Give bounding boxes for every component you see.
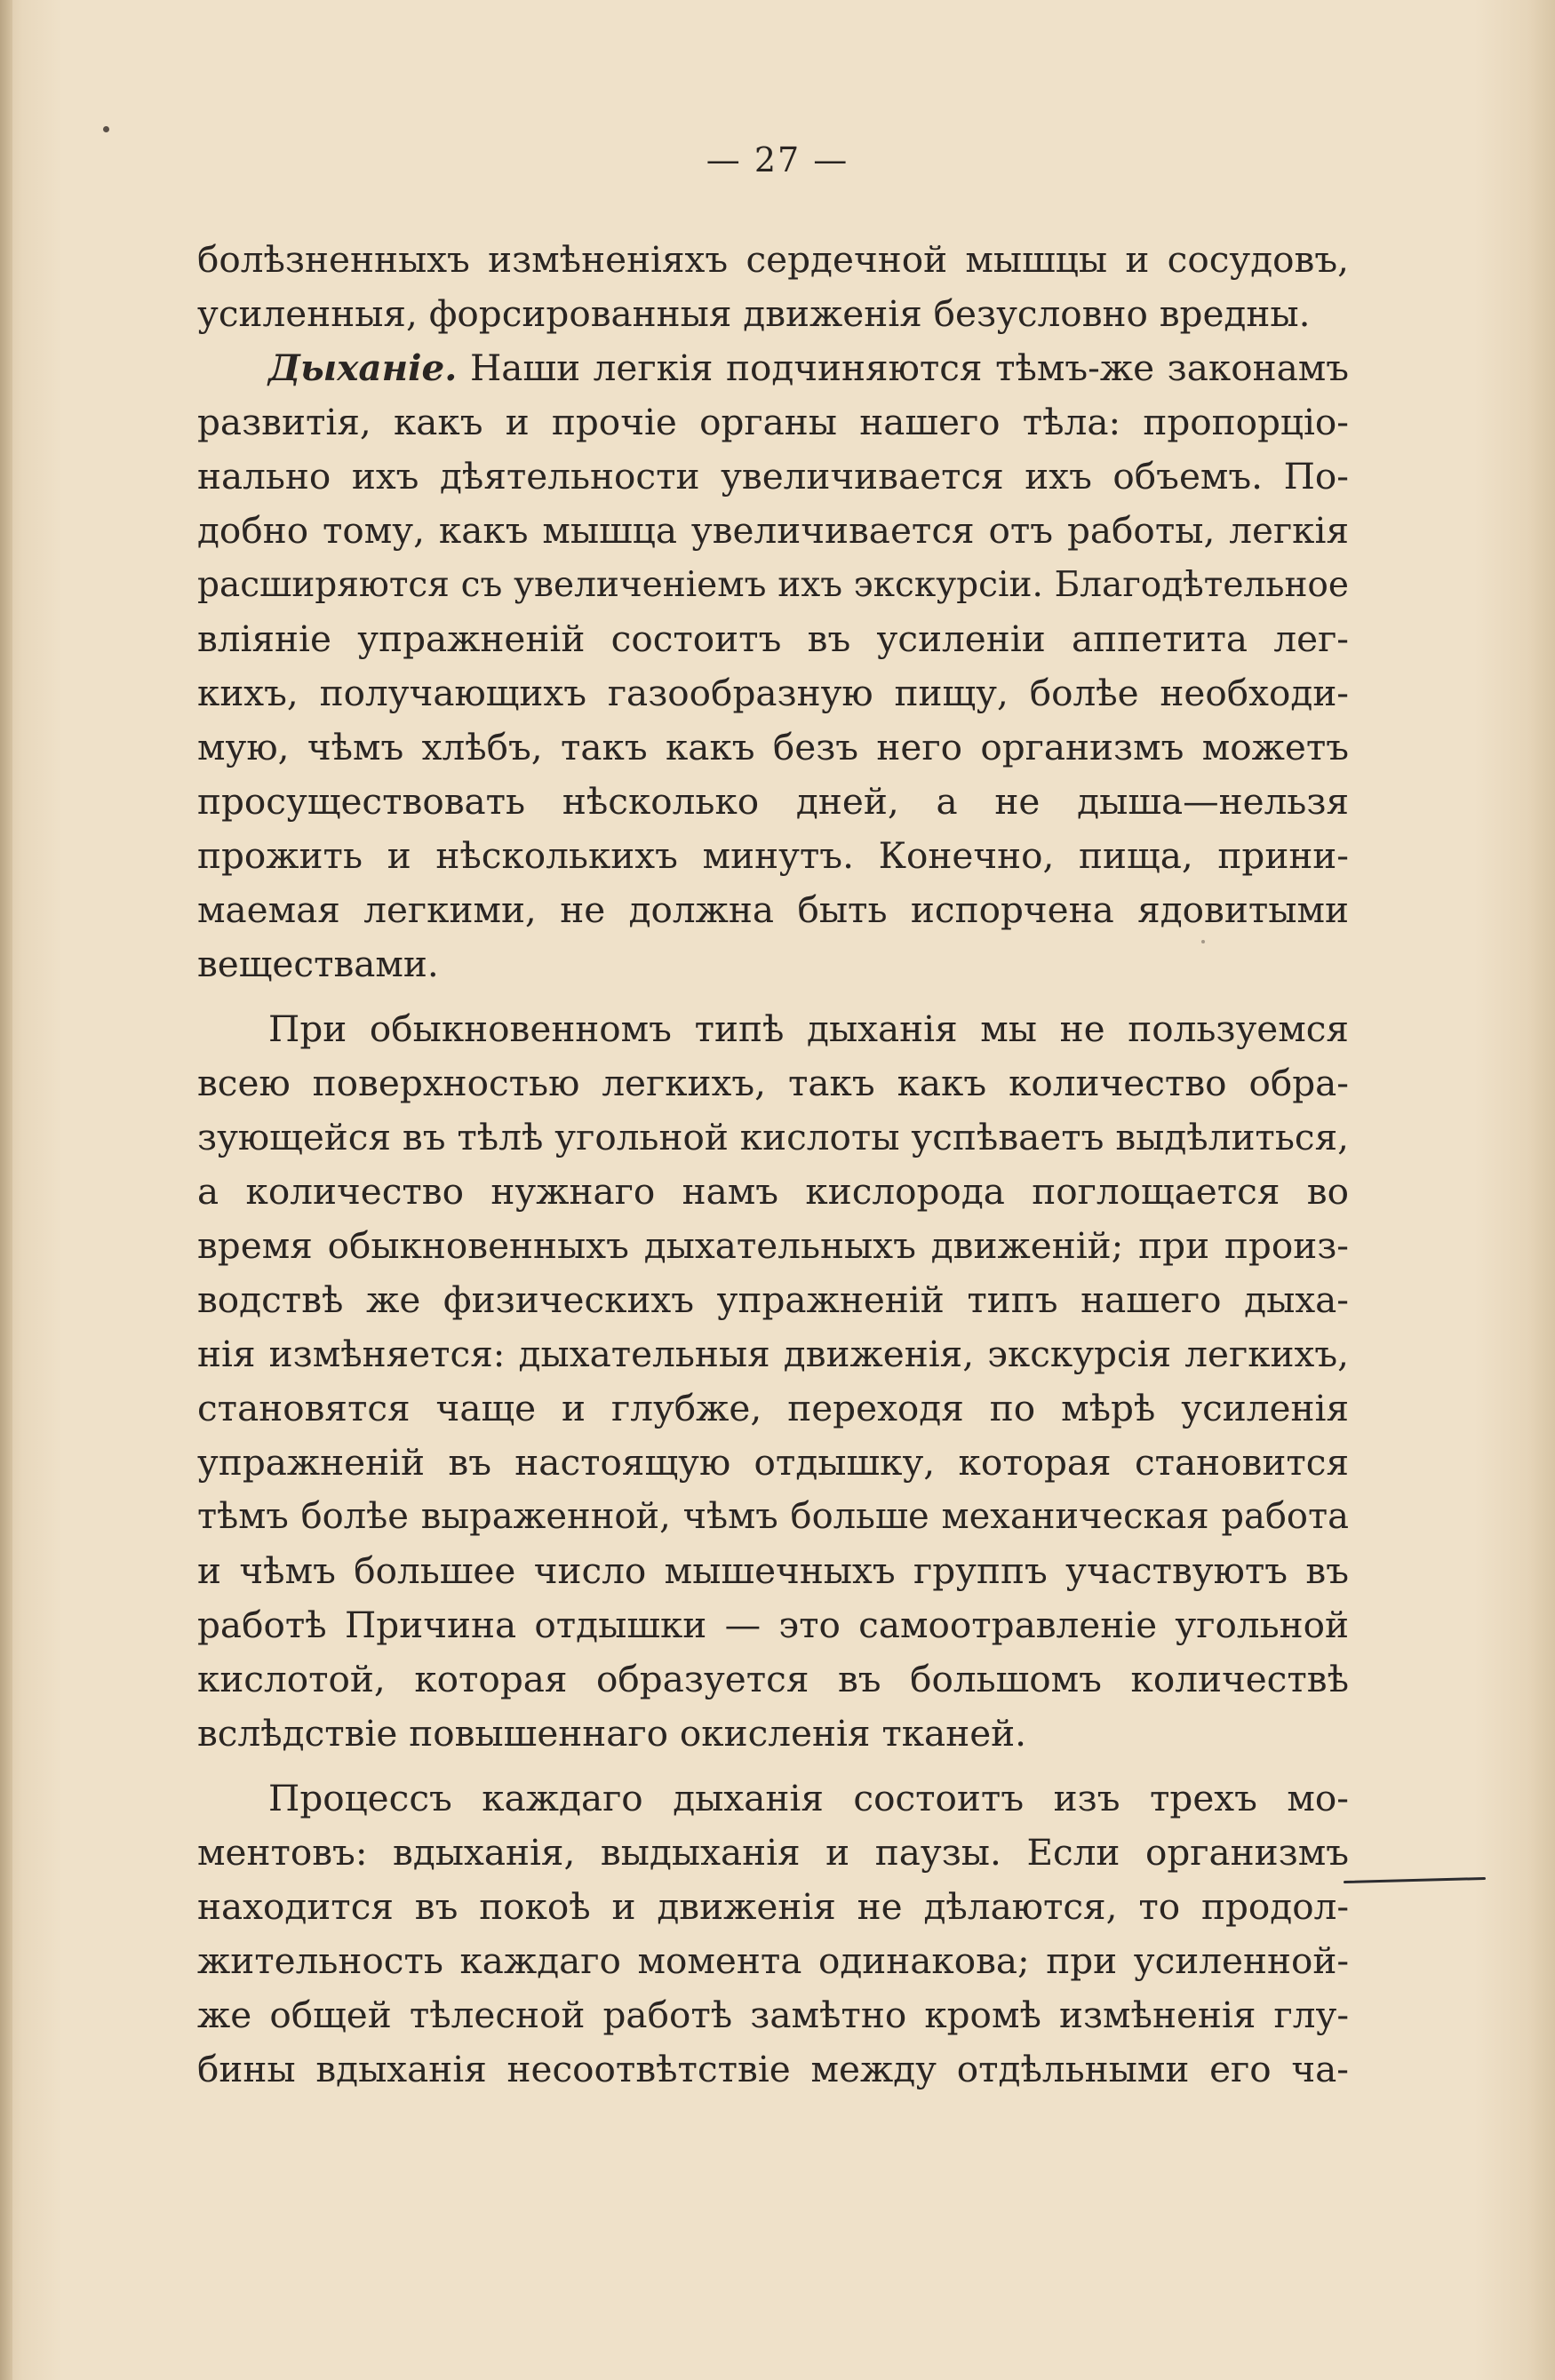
text-fragment: Наши легкія подчиняются тѣмъ-же законамъ [469, 346, 1349, 389]
text-line: вліяніе упражненій состоитъ въ усиленіи аппетита лег- [197, 617, 1349, 660]
paper-speck [1201, 940, 1205, 943]
text-line: болѣзненныхъ измѣненіяхъ сердечной мышцы и сосудовъ, [197, 238, 1349, 281]
text-line: маемая легкими, не должна быть испорчена ядовитыми [197, 888, 1349, 931]
page-spine-shadow [0, 0, 12, 2380]
text-line: находится въ покоѣ и движенія не дѣлаются, то продол- [197, 1885, 1349, 1928]
text-line: мую, чѣмъ хлѣбъ, такъ какъ безъ него организмъ можетъ [197, 726, 1349, 768]
text-line: жительность каждаго момента одинакова; при усиленной- [197, 1939, 1349, 1982]
text-line: бины вдыханія несоотвѣтствіе между отдѣльными его ча- [197, 2048, 1349, 2090]
text-line: же общей тѣлесной работѣ замѣтно кромѣ измѣненія глу- [197, 1994, 1349, 2036]
text-line: веществами. [197, 943, 439, 985]
paragraph-first-line [197, 341, 1349, 395]
text-line: водствѣ же физическихъ упражненій типъ нашего дыха- [197, 1278, 1349, 1321]
text-line: становятся чаще и глубже, переходя по мѣрѣ усиленія [197, 1387, 1349, 1429]
text-line: просуществовать нѣсколько дней, а не дыша—нельзя [197, 780, 1349, 823]
text-line: нія измѣняется: дыхательныя движенія, экскурсія легкихъ, [197, 1333, 1349, 1375]
text-line: усиленныя, форсированныя движенія безусловно вредны. [197, 292, 1311, 335]
text-line: расширяются съ увеличеніемъ ихъ экскурсіи. Благодѣтельное [197, 565, 1349, 605]
pencil-margin-mark [1344, 1877, 1486, 1883]
text-line: прожить и нѣсколькихъ минутъ. Конечно, пища, прини- [197, 834, 1349, 877]
text-line: всею поверхностью легкихъ, такъ какъ количество обра- [197, 1062, 1349, 1104]
text-line: и чѣмъ большее число мышечныхъ группъ участвуютъ въ [197, 1549, 1349, 1592]
text-line: нально ихъ дѣятельности увеличивается ихъ объемъ. По- [197, 455, 1349, 497]
text-line: работѣ Причина отдышки — это самоотравленіе угольной [197, 1604, 1349, 1646]
text-line: ментовъ: вдыханія, выдыханія и паузы. Если организмъ [197, 1831, 1349, 1874]
text-line: добно тому, какъ мышца увеличивается отъ работы, легкія [197, 509, 1349, 552]
text-line: кихъ, получающихъ газообразную пищу, болѣе необходи- [197, 672, 1349, 714]
text-line: тѣмъ болѣе выраженной, чѣмъ больше механическая работа [197, 1496, 1349, 1537]
paper-speck [103, 126, 109, 132]
text-line: развитія, какъ и прочіе органы нашего тѣла: пропорціо- [197, 401, 1349, 443]
body-text [197, 233, 1349, 2097]
text-line: упражненій въ настоящую отдышку, которая становится [197, 1441, 1349, 1484]
text-line: кислотой, которая образуется въ большомъ количествѣ [197, 1658, 1349, 1700]
paragraph-first-line: При обыкновенномъ типѣ дыханія мы не пользуемся [268, 1007, 1349, 1050]
page-number: — 27 — [706, 140, 849, 179]
text-line: зующейся въ тѣлѣ угольной кислоты успѣваетъ выдѣлиться, [197, 1116, 1349, 1158]
text-line: время обыкновенныхъ дыхательныхъ движеній; при произ- [197, 1224, 1349, 1267]
text-line: вслѣдствіе повышеннаго окисленія тканей. [197, 1712, 1027, 1755]
paragraph-first-line: Процессъ каждаго дыханія состоитъ изъ трехъ мо- [268, 1777, 1349, 1819]
text-line: а количество нужнаго намъ кислорода поглощается во [197, 1170, 1349, 1213]
section-heading-breathing: Дыханіе. [268, 346, 458, 389]
